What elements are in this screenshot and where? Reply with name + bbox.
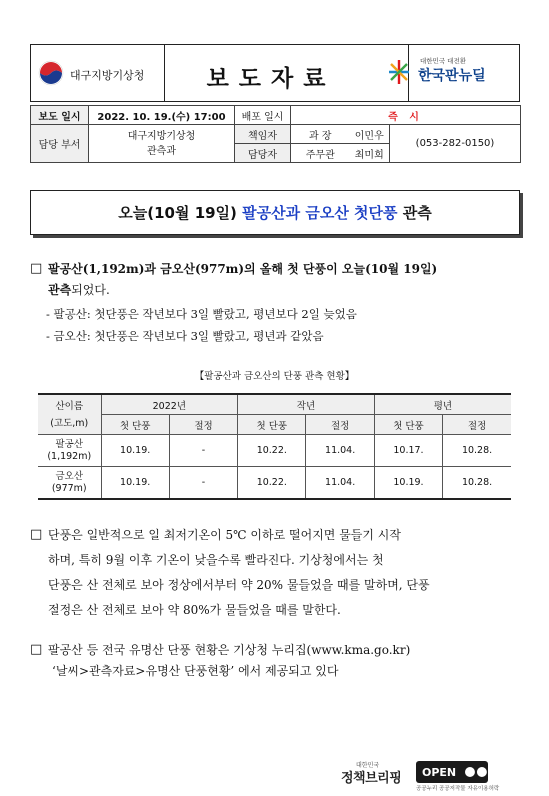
table-cell: 10.22. xyxy=(238,435,306,467)
mountain-header-alt: (고도,m) xyxy=(50,417,89,429)
mountain-altitude: (1,192m) xyxy=(47,450,92,462)
mountain-name: 금오산 xyxy=(55,470,84,482)
table-cell: 10.19. xyxy=(101,467,169,500)
new-deal-logo-icon xyxy=(386,58,412,86)
dash-item-palgong: - 팔공산: 첫단풍은 작년보다 3일 빨랐고, 평년보다 2일 늦었음 xyxy=(46,307,357,321)
table-cell: 10.19. xyxy=(101,435,169,467)
para3-line2: ‘날씨>관측자료>유명산 단풍현황’ 에서 제공되고 있다 xyxy=(52,664,339,678)
release-date-label: 보도 일시 xyxy=(31,106,89,125)
para1-line1: 팔공산(1,192m)과 금오산(977m)의 올해 첫 단풍이 오늘(10월 19일) xyxy=(48,262,438,276)
department-label: 담당 부서 xyxy=(31,125,89,163)
group-header: 평년 xyxy=(374,394,511,415)
para1-rest: 되었다. xyxy=(71,283,110,297)
responsible-title: 과 장 xyxy=(291,125,350,144)
press-release-title: 보도자료 xyxy=(206,66,336,92)
headline-mountains: 팔공산과 금오산 첫단풍 xyxy=(242,204,398,222)
table-cell: 11.04. xyxy=(306,435,374,467)
sub-header: 절정 xyxy=(443,415,511,435)
para1-line2 xyxy=(48,280,110,300)
foliage-table xyxy=(38,393,511,500)
department-value xyxy=(89,125,235,163)
new-deal-title: 한국판뉴딜 xyxy=(418,68,486,84)
department-name: 대구지방기상청 xyxy=(127,130,196,142)
table-cell: - xyxy=(169,467,237,500)
new-deal-slogan: 대한민국 대전환 xyxy=(420,57,467,65)
staff-title: 주무관 xyxy=(291,144,350,163)
headline-box xyxy=(30,190,520,235)
sub-header: 첫 단풍 xyxy=(374,415,442,435)
briefing-brand-logo: 정책브리핑 xyxy=(341,771,402,786)
distribution-label: 배포 일시 xyxy=(235,106,291,125)
bullet-square: □ xyxy=(30,642,43,657)
sub-header: 첫 단풍 xyxy=(101,415,169,435)
table-cell: 11.04. xyxy=(306,467,374,500)
table-cell: 10.17. xyxy=(374,435,442,467)
staff-label: 담당자 xyxy=(235,144,291,163)
mountain-header-name: 산이름 xyxy=(55,400,84,412)
bullet-square: □ xyxy=(30,261,43,276)
table-row xyxy=(38,435,511,467)
department-division: 관측과 xyxy=(147,145,176,157)
group-header: 2022년 xyxy=(101,394,238,415)
para1-bold: 관측 xyxy=(48,283,72,297)
para2-line3: 단풍은 산 전체로 보아 정상에서부터 약 20% 물들었을 때를 말하며, 단풍 xyxy=(48,578,430,592)
mountain-header xyxy=(38,394,101,435)
table-cell: 10.19. xyxy=(374,467,442,500)
para2-line1: 단풍은 일반적으로 일 최저기온이 5℃ 이하로 떨어지면 물들기 시작 xyxy=(48,528,401,542)
headline-observed: 관측 xyxy=(402,204,432,222)
mountain-altitude: (977m) xyxy=(51,482,87,494)
table-cell: 10.28. xyxy=(443,435,511,467)
table-cell: 10.28. xyxy=(443,467,511,500)
release-info-table xyxy=(30,105,521,163)
bullet-square: □ xyxy=(30,527,43,542)
para2-line2: 하며, 특히 9월 이후 기온이 낮을수록 빨라진다. 기상청에서는 첫 xyxy=(48,553,384,567)
briefing-brand-small: 대한민국 xyxy=(356,762,380,769)
license-badges-icon xyxy=(464,766,488,778)
table-cell: - xyxy=(169,435,237,467)
dash-item-geumo: - 금오산: 첫단풍은 작년보다 3일 빨랐고, 평년과 같았음 xyxy=(46,329,324,343)
distribution-value: 즉 시 xyxy=(291,106,521,125)
org-name: 대구지방기상청 xyxy=(70,69,145,82)
responsible-label: 책임자 xyxy=(235,125,291,144)
mountain-cell xyxy=(38,435,101,467)
headline-date: 오늘(10월 19일) xyxy=(118,204,237,222)
para2-line4: 절정은 산 전체로 보아 약 80%가 물들었을 때를 말한다. xyxy=(48,603,341,617)
staff-name: 최미희 xyxy=(350,144,390,163)
table-cell: 10.22. xyxy=(238,467,306,500)
group-header: 작년 xyxy=(238,394,375,415)
release-date-value: 2022. 10. 19.(수) 17:00 xyxy=(89,106,235,125)
government-logo-icon xyxy=(38,60,64,86)
open-license-logo xyxy=(416,761,488,783)
mountain-name: 팔공산 xyxy=(55,438,84,450)
mountain-cell xyxy=(38,467,101,500)
sub-header: 첫 단풍 xyxy=(238,415,306,435)
sub-header: 절정 xyxy=(306,415,374,435)
table-caption: 【팔공산과 금오산의 단풍 관측 현황】 xyxy=(194,371,355,382)
sub-header: 절정 xyxy=(169,415,237,435)
open-license-label: OPEN xyxy=(422,765,457,779)
open-license-caption: 공공누리 공공저작물 자유이용허락 xyxy=(416,786,500,792)
para3-line1: 팔공산 등 전국 유명산 단풍 현황은 기상청 누리집(www.kma.go.kr) xyxy=(48,643,411,657)
responsible-name: 이민우 xyxy=(350,125,390,144)
contact-phone: (053-282-0150) xyxy=(390,125,521,163)
table-row xyxy=(38,467,511,500)
